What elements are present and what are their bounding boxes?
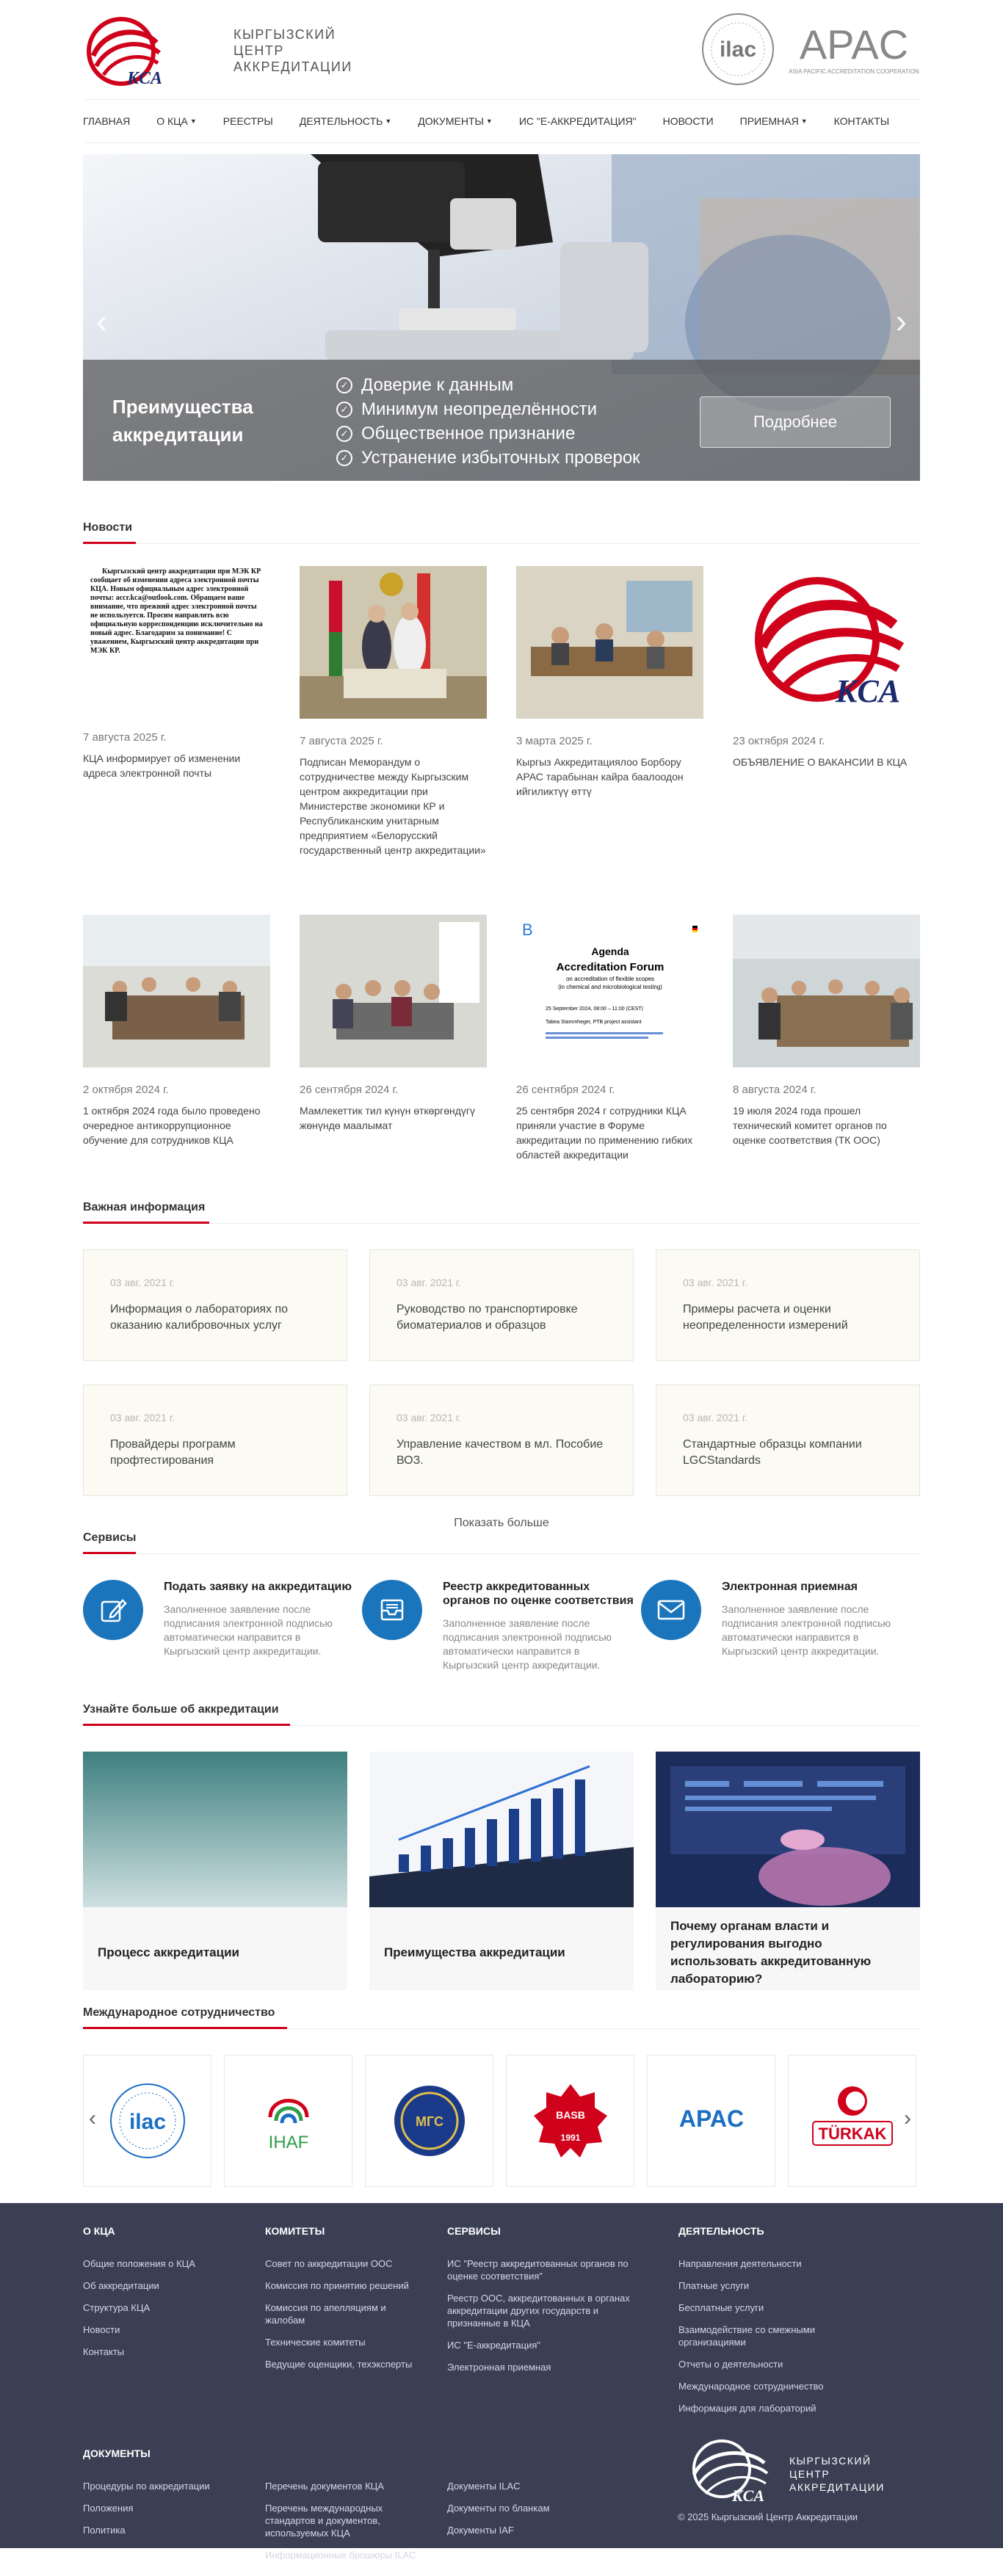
partners-prev-arrow[interactable]: ‹ (89, 2106, 96, 2130)
footer-column-title: СЕРВИСЫ (447, 2225, 501, 2237)
info-title[interactable]: Примеры расчета и оценки неопределенности измерений (683, 1303, 848, 1332)
footer-link[interactable]: Структура КЦА (83, 2302, 151, 2313)
info-card[interactable] (656, 1385, 920, 1496)
news-image-committee (733, 915, 920, 1067)
svg-text:(in chemical and microbiologic: (in chemical and microbiological testing) (558, 984, 662, 990)
footer-link[interactable]: Взаимодействие со смежными организациями (678, 2324, 815, 2348)
section-heading[interactable]: Важная информация (83, 1201, 206, 1213)
news-grid (83, 566, 920, 1197)
footer-link[interactable]: Электронная приемная (447, 2362, 551, 2373)
nav-item-label: ДЕЯТЕЛЬНОСТЬ (299, 115, 383, 127)
news-title[interactable]: 25 сентября 2024 г сотрудники КЦА приняли участие в Форуме аккредитации по применению гибких областей аккредитации (516, 1105, 693, 1161)
partners-next-arrow[interactable]: › (904, 2106, 911, 2130)
partner-ihaf-logo[interactable] (224, 2055, 352, 2187)
news-item[interactable] (516, 915, 703, 1197)
footer-link[interactable]: Информация для лабораторий (678, 2403, 816, 2414)
info-date: 03 авг. 2021 г. (683, 1277, 748, 1288)
svg-text:25 September 2024, 08:00 – 11:: 25 September 2024, 08:00 – 11:00 (CEST) (546, 1006, 643, 1012)
nav-item[interactable] (223, 115, 273, 127)
svg-text:Accreditation Forum: Accreditation Forum (556, 961, 665, 973)
edit-icon (83, 1580, 143, 1640)
info-card[interactable] (83, 1385, 347, 1496)
check-circle-icon: ✓ (336, 402, 352, 418)
info-title[interactable]: Информация о лабораториях по оказанию калибровочных услуг (110, 1303, 289, 1332)
learn-title[interactable]: Процесс аккредитации (98, 1945, 239, 1959)
nav-item-label: ДОКУМЕНТЫ (418, 115, 484, 127)
svg-text:APAC: APAC (799, 22, 909, 68)
footer-link[interactable]: Новости (83, 2324, 120, 2335)
news-item[interactable] (733, 915, 920, 1197)
site-footer (0, 2203, 1003, 2561)
nav-item[interactable] (83, 115, 130, 127)
apac-logo[interactable] (788, 22, 920, 81)
info-card[interactable] (369, 1249, 634, 1361)
svg-text:APAC: APAC (678, 2105, 744, 2132)
footer-logo[interactable] (678, 2438, 920, 2526)
hero-title: Преимущества аккредитации (112, 396, 253, 446)
news-title[interactable]: 1 октября 2024 года было проведено очередное антикоррупционное обучение для сотрудников КЦА (83, 1105, 261, 1146)
footer-link[interactable]: Комиссия по принятию решений (265, 2280, 409, 2291)
news-item[interactable] (83, 915, 270, 1197)
learn-image-chart (369, 1752, 634, 1907)
info-section-title (83, 1201, 920, 1224)
learn-grid (83, 1752, 920, 1990)
check-circle-icon: ✓ (336, 426, 352, 442)
main-nav (83, 99, 920, 143)
news-item[interactable] (300, 566, 487, 915)
svg-text:Tabea Stammheger, PTB project: Tabea Stammheger, PTB project assistant (546, 1020, 642, 1025)
svg-text:TÜRKAK: TÜRKAK (818, 2125, 886, 2143)
service-desc: Заполненное заявление после подписания электронной подписью автоматически направится в Кыргызский центр аккредитации. (443, 1617, 612, 1671)
service-apply[interactable] (83, 1580, 362, 1672)
news-image-meeting (516, 566, 703, 719)
hero-point-text: Минимум неопределённости (361, 399, 597, 419)
nav-item[interactable] (418, 115, 493, 127)
section-heading[interactable]: Узнайте больше об аккредитации (83, 1703, 279, 1716)
svg-text:BASB: BASB (555, 2109, 585, 2121)
partner-mgs-logo[interactable] (365, 2055, 493, 2187)
footer-org-line: КЫРГЫЗСКИЙ (789, 2455, 872, 2467)
footer-doc-link[interactable]: Перечень международных стандартов и документов, используемых КЦА (265, 2503, 383, 2539)
service-desc: Заполненное заявление после подписания электронной подписью автоматически направится в Кыргызский центр аккредитации. (164, 1603, 333, 1657)
info-date: 03 авг. 2021 г. (397, 1277, 462, 1288)
nav-item-label: ИС "Е-АККРЕДИТАЦИЯ" (518, 115, 637, 127)
footer-link[interactable]: Об аккредитации (83, 2280, 159, 2291)
learn-title[interactable]: Преимущества аккредитации (384, 1945, 565, 1959)
hero-point (336, 446, 640, 470)
svg-text:on accreditation of flexible s: on accreditation of flexible scopes (565, 976, 655, 982)
footer-docs-column (447, 2480, 678, 2571)
news-title[interactable]: 19 июля 2024 года прошел технический комитет органов по оценке соответствия (ТК ООС) (733, 1105, 887, 1146)
hero-point (336, 373, 640, 397)
info-date: 03 авг. 2021 г. (110, 1277, 175, 1288)
hero-more-button[interactable]: Подробнее (700, 396, 891, 448)
footer-kca-logo (678, 2438, 781, 2504)
org-name-line: АККРЕДИТАЦИИ (233, 59, 352, 74)
hero-point (336, 421, 640, 446)
footer-column (265, 2225, 447, 2424)
footer-column-title: КОМИТЕТЫ (265, 2225, 325, 2237)
news-item[interactable] (300, 915, 487, 1197)
info-date: 03 авг. 2021 г. (110, 1412, 175, 1423)
svg-text:ASIA PACIFIC ACCREDITATION COO: ASIA PACIFIC ACCREDITATION COOPERATION (789, 68, 919, 75)
service-desc: Заполненное заявление после подписания электронной подписью автоматически направится в Кыргызский центр аккредитации. (722, 1603, 891, 1657)
copyright: © 2025 Кыргызский Центр Аккредитации (678, 2511, 858, 2522)
footer-doc-link[interactable]: Положения (83, 2503, 134, 2514)
footer-doc-link[interactable]: Информационные брошюры ILAC (265, 2550, 416, 2561)
footer-doc-link[interactable]: Документы IAF (447, 2525, 514, 2536)
news-date: 3 марта 2025 г. (516, 735, 593, 747)
check-circle-icon: ✓ (336, 377, 352, 393)
envelope-icon (641, 1580, 701, 1640)
footer-column (83, 2225, 265, 2424)
footer-link[interactable]: ИС "Е-аккредитация" (447, 2340, 540, 2351)
footer-column (678, 2225, 921, 2424)
footer-column-title: ДЕЯТЕЛЬНОСТЬ (678, 2225, 764, 2237)
footer-link[interactable]: Отчеты о деятельности (678, 2359, 783, 2370)
footer-doc-link[interactable]: Перечень документов КЦА (265, 2481, 384, 2492)
footer-link[interactable]: Технические комитеты (265, 2337, 366, 2348)
svg-text:KCA: KCA (732, 2486, 765, 2504)
partner-apac-logo[interactable] (647, 2055, 775, 2187)
svg-text:Agenda: Agenda (591, 946, 629, 957)
news-date: 7 августа 2025 г. (83, 731, 167, 744)
services-section-title (83, 1531, 920, 1554)
news-image-kca-logo (733, 566, 920, 719)
nav-item[interactable] (740, 115, 808, 127)
footer-docs-title: ДОКУМЕНТЫ (83, 2448, 151, 2459)
info-title[interactable]: Руководство по транспортировке биоматериалов и образцов (397, 1303, 578, 1332)
caret-down-icon: ▼ (385, 117, 392, 125)
service-registry[interactable] (362, 1580, 641, 1672)
svg-text:МГС: МГС (415, 2114, 443, 2129)
nav-item[interactable] (156, 115, 197, 127)
footer-link[interactable]: Реестр ООС, аккредитованных в органах аккредитации других государств и признанные в КЦА (447, 2293, 630, 2329)
footer-link[interactable]: Комиссия по апелляциям и жалобам (265, 2302, 386, 2326)
svg-text:KCA: KCA (836, 673, 901, 709)
info-title[interactable]: Стандартные образцы компании LGCStandards (683, 1438, 862, 1467)
footer-link[interactable]: Направления деятельности (678, 2258, 802, 2269)
svg-text:KCA: KCA (127, 69, 163, 88)
hero-carousel (83, 154, 920, 481)
partners-carousel (83, 2055, 920, 2187)
svg-text:ilac: ilac (719, 37, 757, 62)
news-date: 26 сентября 2024 г. (516, 1084, 615, 1096)
partner-ilac-logo[interactable] (83, 2055, 211, 2187)
partner-basb-logo[interactable] (506, 2055, 634, 2187)
footer-link[interactable]: Международное сотрудничество (678, 2381, 824, 2392)
news-image-training (83, 915, 270, 1067)
footer-doc-link[interactable]: Документы ILAC (447, 2481, 521, 2492)
hero-point-text: Общественное признание (361, 424, 576, 443)
news-item[interactable] (516, 566, 703, 915)
news-date: 2 октября 2024 г. (83, 1084, 169, 1096)
info-date: 03 авг. 2021 г. (683, 1412, 748, 1423)
info-card[interactable] (369, 1385, 634, 1496)
nav-item-label: О КЦА (156, 115, 188, 127)
section-heading[interactable]: Сервисы (83, 1531, 137, 1544)
footer-column-title: О КЦА (83, 2225, 115, 2237)
hero-caption (83, 360, 920, 481)
nav-item[interactable] (300, 115, 392, 127)
news-date: 26 сентября 2024 г. (300, 1084, 399, 1096)
nav-item-label: ПРИЕМНАЯ (739, 115, 799, 127)
nav-item[interactable] (834, 115, 890, 127)
footer-doc-link[interactable]: Процедуры по аккредитации (83, 2481, 210, 2492)
news-section-title (83, 521, 920, 544)
caret-down-icon: ▼ (485, 117, 493, 125)
nav-item-label: ГЛАВНАЯ (83, 115, 131, 127)
news-image-letter (83, 566, 270, 719)
footer-link[interactable]: Контакты (83, 2346, 125, 2357)
news-image-agenda (516, 915, 703, 1067)
learn-card[interactable] (656, 1752, 920, 1990)
news-date: 8 августа 2024 г. (733, 1084, 816, 1096)
service-title[interactable]: Подать заявку на аккредитацию (164, 1581, 352, 1593)
site-header (83, 0, 920, 99)
footer-link[interactable]: Совет по аккредитации ООС (265, 2258, 393, 2269)
partner-turkak-logo[interactable] (788, 2055, 916, 2187)
caret-down-icon: ▼ (189, 117, 197, 125)
footer-org-line: ЦЕНТР (789, 2468, 830, 2480)
partners-section-title (83, 2006, 920, 2029)
info-card[interactable] (83, 1249, 347, 1361)
news-title[interactable]: Подписан Меморандум о сотрудничестве между Кыргызским центром аккредитации при Министерстве экономики КР и Республиканским унитарным предприятием «Белорусский государственный центр аккредитации» (300, 756, 486, 856)
hero-point-text: Устранение избыточных проверок (361, 448, 640, 468)
svg-text:B: B (522, 921, 533, 939)
service-title[interactable]: Реестр аккредитованных органов по оценке соответствия (443, 1581, 634, 1607)
footer-doc-link[interactable]: Политика (83, 2525, 126, 2536)
news-date: 7 августа 2025 г. (300, 735, 383, 747)
footer-link[interactable]: Общие положения о КЦА (83, 2258, 195, 2269)
learn-title[interactable]: Почему органам власти и регулирования выгодно использовать аккредитованную лабораторию? (670, 1918, 872, 1986)
ilac-logo[interactable] (700, 11, 776, 87)
services-grid (83, 1580, 920, 1672)
kca-logo[interactable] (83, 13, 164, 94)
section-heading[interactable]: Новости (83, 521, 133, 534)
news-image-signing (300, 566, 487, 719)
hero-points (336, 373, 640, 470)
learn-card[interactable] (369, 1752, 634, 1990)
carousel-prev-arrow[interactable]: ‹ (96, 302, 108, 340)
show-more-link[interactable]: Показать больше (454, 1517, 549, 1529)
service-title[interactable]: Электронная приемная (722, 1581, 858, 1593)
nav-item-label: РЕЕСТРЫ (222, 115, 273, 127)
footer-link[interactable]: Платные услуги (678, 2280, 750, 2291)
nav-item-label: НОВОСТИ (662, 115, 714, 127)
footer-link[interactable]: Бесплатные услуги (678, 2302, 764, 2313)
news-title[interactable]: ОБЪЯВЛЕНИЕ О ВАКАНСИИ В КЦА (733, 756, 908, 768)
hero-point (336, 397, 640, 421)
footer-docs-column (83, 2480, 265, 2571)
info-title[interactable]: Управление качеством в мл. Пособие ВОЗ. (397, 1438, 604, 1467)
news-date: 23 октября 2024 г. (733, 735, 825, 747)
org-name (233, 26, 380, 75)
footer-link[interactable]: ИС "Реестр аккредитованных органов по оценке соответствия" (447, 2258, 629, 2282)
org-name-line: ЦЕНТР (233, 43, 284, 58)
learn-card[interactable] (83, 1752, 347, 1990)
footer-org-name (789, 2454, 885, 2494)
info-card[interactable] (656, 1249, 920, 1361)
news-item[interactable] (733, 566, 920, 915)
check-circle-icon: ✓ (336, 450, 352, 466)
caret-down-icon: ▼ (800, 117, 808, 125)
service-reception[interactable] (641, 1580, 920, 1672)
footer-org-line: АККРЕДИТАЦИИ (789, 2481, 885, 2493)
section-heading[interactable]: Международное сотрудничество (83, 2006, 275, 2019)
news-item[interactable] (83, 566, 270, 915)
learn-section-title (83, 1703, 920, 1726)
hero-point-text: Доверие к данным (361, 375, 514, 395)
footer-link[interactable]: Ведущие оценщики, техэксперты (265, 2359, 413, 2370)
inbox-icon (362, 1580, 422, 1640)
nav-item[interactable] (519, 115, 637, 127)
carousel-next-arrow[interactable]: › (895, 302, 907, 340)
svg-text:1991: 1991 (560, 2133, 580, 2143)
nav-item-label: КОНТАКТЫ (833, 115, 890, 127)
footer-docs-column (265, 2480, 447, 2571)
learn-image-process (83, 1752, 347, 1907)
footer-column (447, 2225, 678, 2424)
learn-image-lab (656, 1752, 920, 1907)
nav-item[interactable] (663, 115, 714, 127)
svg-text:IHAF: IHAF (268, 2133, 308, 2152)
info-grid (83, 1249, 920, 1496)
news-title[interactable]: Кыргыз Аккредитациялоо Борбору АРАС тарабынан кайра баалоодон ийгиликтүү өттү (516, 756, 684, 797)
svg-text:ilac: ilac (128, 2110, 166, 2134)
footer-columns (83, 2225, 920, 2424)
info-date: 03 авг. 2021 г. (397, 1412, 462, 1423)
news-letter-text: Кыргызский центр аккредитации при МЭК КР сообщает об изменении адреса электронной почты КЦА. Новым официальным адрес электронной почты: accr.kca@outlook.com. Обращаем ваше внимание, что прежний адрес электронной почты не используется. Просим направлять всю официальную корреспонденцию исключительно на новый адрес. Благодарим за понимание! С уважением, Кыргызский центр аккредитации при МЭК КР. (90, 567, 263, 655)
news-title[interactable]: КЦА информирует об изменении адреса электронной почты (83, 752, 241, 779)
org-name-line: КЫРГЫЗСКИЙ (233, 27, 336, 42)
footer-doc-link[interactable]: Документы по бланкам (447, 2503, 550, 2514)
news-image-language-day (300, 915, 487, 1067)
info-title[interactable]: Провайдеры программ профтестирования (110, 1438, 236, 1467)
news-title[interactable]: Мамлекеттик тил күнүн өткөргөндүгү жөнүндө маалымат (300, 1105, 476, 1131)
